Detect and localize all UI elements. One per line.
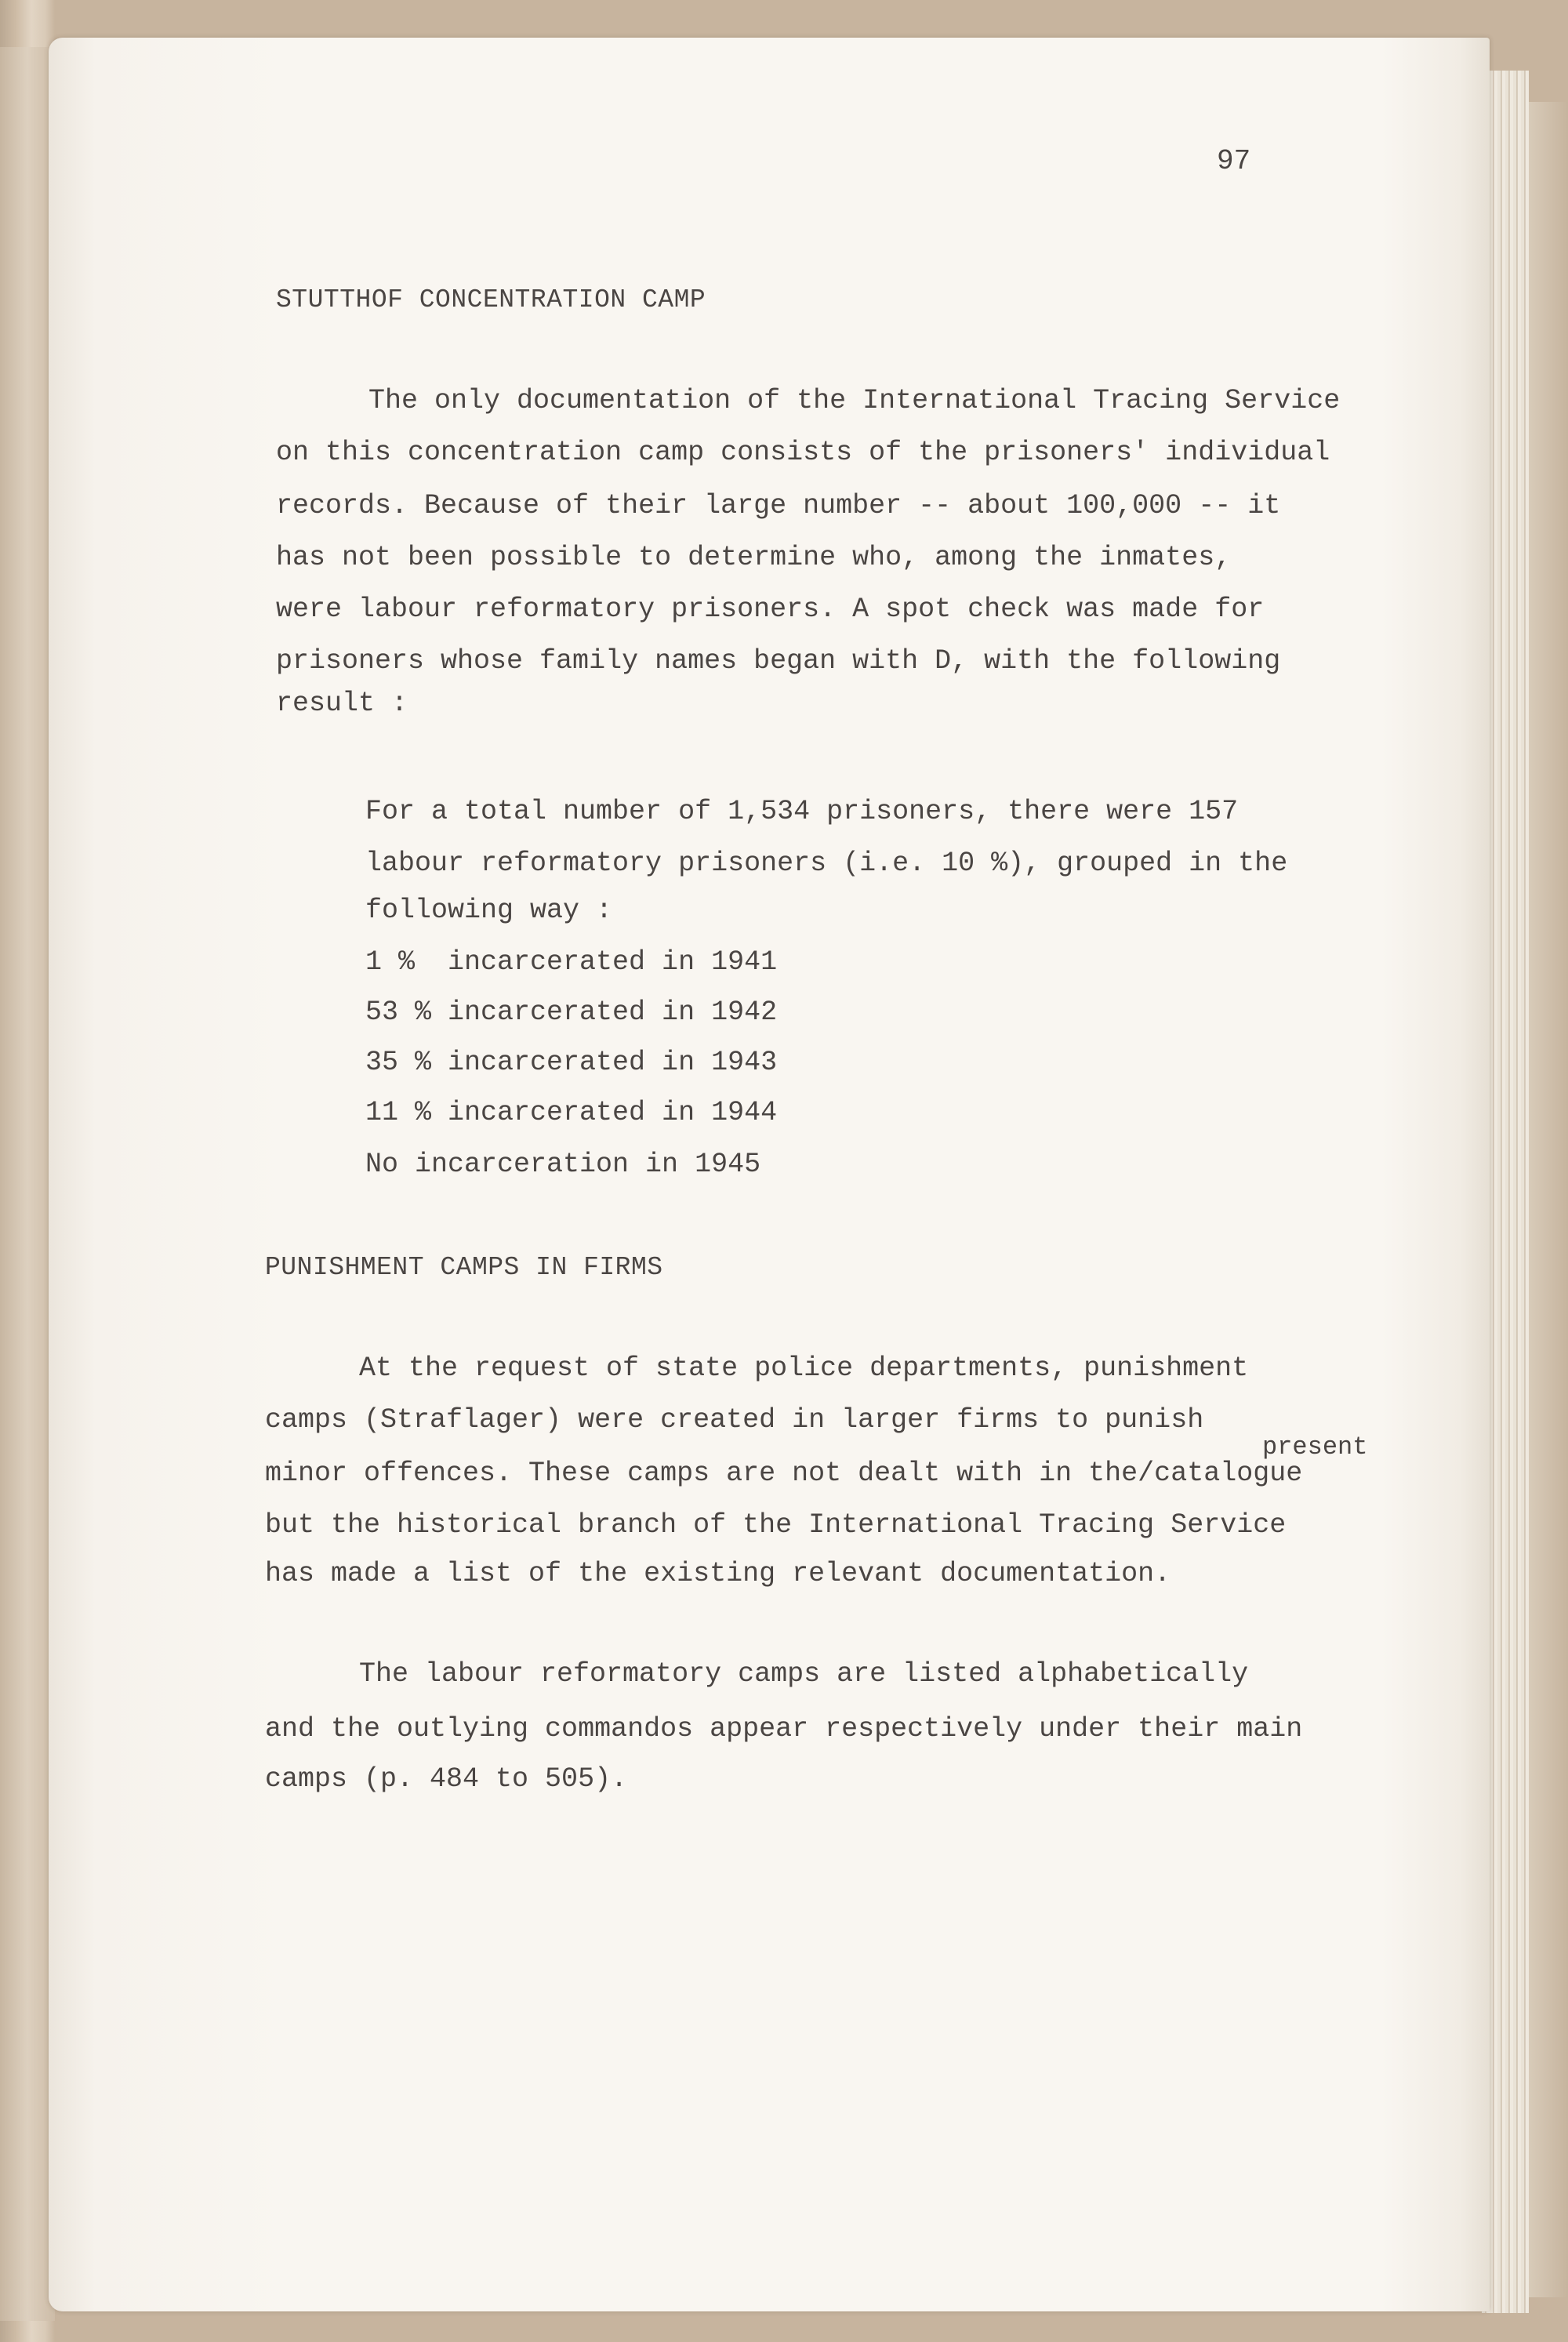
list-item: No incarceration in 1945: [365, 1149, 761, 1180]
paragraph-line: but the historical branch of the International Tracing Service: [265, 1509, 1287, 1541]
paragraph-line: The only documentation of the International Tracing Service: [368, 385, 1341, 416]
paragraph-line: result :: [276, 688, 408, 719]
paragraph-line: At the request of state police departments, punishment: [359, 1353, 1249, 1384]
paragraph-line: following way :: [365, 895, 613, 926]
paragraph-line: has made a list of the existing relevant documentation.: [265, 1558, 1171, 1589]
section-heading-stutthof: STUTTHOF CONCENTRATION CAMP: [276, 285, 706, 314]
section-heading-punishment-camps: PUNISHMENT CAMPS IN FIRMS: [265, 1253, 663, 1282]
paragraph-line: on this concentration camp consists of the prisoners' individual: [276, 437, 1330, 468]
page-number: 97: [1217, 145, 1251, 177]
paragraph-line: For a total number of 1,534 prisoners, there were 157: [365, 796, 1239, 827]
list-item: 11 % incarcerated in 1944: [365, 1097, 778, 1128]
list-item: 35 % incarcerated in 1943: [365, 1047, 778, 1078]
paragraph-line: records. Because of their large number -- about 100,000 -- it: [276, 490, 1281, 521]
list-item: 1 % incarcerated in 1941: [365, 946, 778, 978]
paragraph-line: were labour reformatory prisoners. A spot check was made for: [276, 594, 1265, 625]
paragraph-line: prisoners whose family names began with D, with the following: [276, 645, 1281, 677]
paragraph-line: labour reformatory prisoners (i.e. 10 %), grouped in the: [365, 848, 1288, 879]
paragraph-line: minor offences. These camps are not dealt with in the/catalogue: [265, 1458, 1303, 1489]
list-item: 53 % incarcerated in 1942: [365, 997, 778, 1028]
paragraph-line: has not been possible to determine who, among the inmates,: [276, 542, 1232, 573]
paragraph-line: The labour reformatory camps are listed alphabetically: [359, 1658, 1249, 1690]
handwritten-insertion: present: [1262, 1432, 1368, 1461]
paragraph-line: camps (p. 484 to 505).: [265, 1763, 628, 1795]
paragraph-line: and the outlying commandos appear respectively under their main: [265, 1713, 1303, 1745]
paragraph-line: camps (Straflager) were created in larger firms to punish: [265, 1404, 1204, 1436]
